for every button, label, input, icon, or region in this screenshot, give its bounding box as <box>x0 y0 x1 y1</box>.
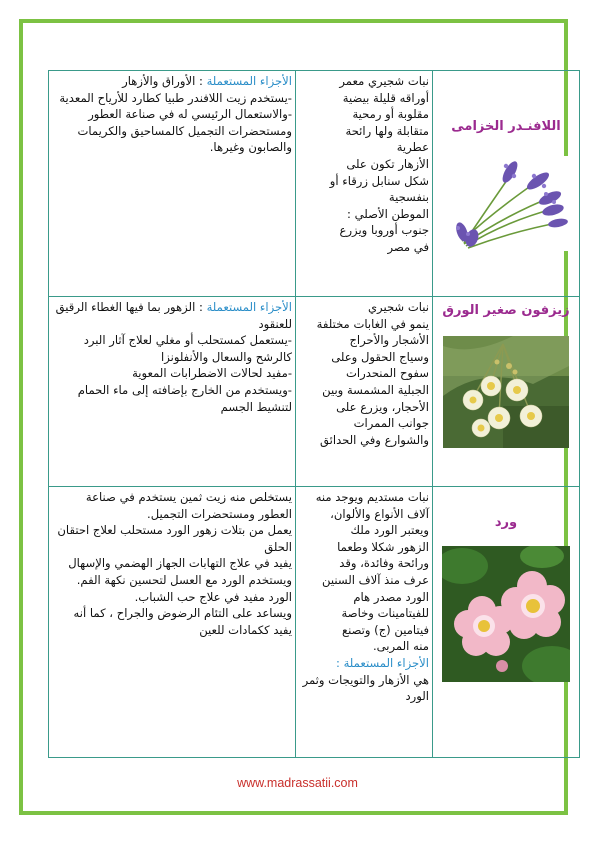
description-line: الجبلية المشمسة وبين <box>322 382 429 397</box>
description-line: وسياج الحقول وعلى <box>331 349 429 364</box>
description-line: متقابلة ولها رائحة <box>345 123 429 138</box>
description-line: فيتامين (ج) وتصنع <box>341 622 429 637</box>
plant-name: زيزفون صغير الورق <box>442 303 570 318</box>
description-line: للفيتامينات وخاصة <box>341 606 429 621</box>
plant-uses-cell <box>49 297 296 487</box>
wild-rose-photo <box>442 546 570 682</box>
description-line: جوانب الممرات <box>353 416 429 431</box>
description-line: الأشجار والأحراج <box>349 333 429 348</box>
plant-name: اللافنـدر الخزامى <box>451 119 561 134</box>
description-line: ينمو في الغابات مختلفة <box>316 316 429 331</box>
lavender-photo <box>444 156 569 251</box>
used-parts-value: : الأوراق والأزهار <box>122 74 207 88</box>
use-line: -ويستخدم من الخارج بإضافته إلى ماء الحمام لتنشيط الجسم <box>77 382 292 414</box>
plant-uses-cell <box>49 71 296 297</box>
used-parts-value: هي الأزهار والتويجات وثمر الورد <box>302 672 429 704</box>
plant-description <box>299 489 429 705</box>
linden-flower-photo <box>443 336 569 448</box>
description-line: بنفسجية <box>388 190 429 205</box>
table-row <box>49 487 580 758</box>
description-line: الأحجار، ويزرع على <box>336 399 429 414</box>
use-line: يستخلص منه زيت ثمين يستخدم في صناعة العطور ومستحضرات التجميل. <box>85 490 292 521</box>
plant-uses <box>52 73 292 156</box>
description-line: ويعتبر الورد ملك <box>350 523 429 538</box>
plant-uses <box>52 299 292 415</box>
used-parts-label: الأجزاء المستعملة <box>206 300 292 314</box>
description-line: آلاف الأنواع والألوان، <box>330 506 429 521</box>
footer-website[interactable]: www.madrassatii.com <box>237 776 358 790</box>
description-line: عرف منذ آلاف السنين <box>322 572 429 587</box>
used-parts <box>52 299 292 332</box>
description-line: أوراقه قليلة بيضية <box>342 90 429 105</box>
plant-description-cell <box>296 297 433 487</box>
description-line: عطرية <box>396 140 429 155</box>
description-line: ورائحة وفائدة، وقد <box>339 556 429 571</box>
table-row <box>49 71 580 297</box>
description-line: الزهور شكلا وطعما <box>337 539 429 554</box>
description-line: سفوح المنحدرات <box>346 366 429 381</box>
plants-table <box>48 70 580 758</box>
description-line: الموطن الأصلي : <box>347 206 429 221</box>
description-line: نبات شجيري <box>367 300 429 314</box>
plant-description-cell <box>296 71 433 297</box>
use-line: -والاستعمال الرئيسي له في صناعة العطور ومستحضرات التجميل كالمساحيق والكريمات والصابون وغيرها. <box>77 107 292 155</box>
use-line: ويستخدم الورد مع العسل لتحسين نكهة الفم. <box>76 572 292 587</box>
table-row <box>49 297 580 487</box>
used-parts-label: الأجزاء المستعملة <box>206 74 292 88</box>
description-line: نبات مستديم ويوجد منه <box>315 490 429 504</box>
plant-name-cell <box>433 297 580 487</box>
use-line: يعمل من بتلات زهور الورد مستحلب لعلاج احتقان الحلق <box>57 523 292 554</box>
plant-uses <box>52 489 292 638</box>
plant-name-cell <box>433 71 580 297</box>
plant-description <box>299 73 429 256</box>
description-line: في مصر <box>387 239 429 254</box>
plant-name: ورد <box>494 515 518 530</box>
used-parts-label: الأجزاء المستعملة : <box>336 655 429 670</box>
use-line: -يستعمل كمستحلب أو مغلي لعلاج آثار البرد كالرشح والسعال والأنفلونزا <box>83 333 292 364</box>
used-parts <box>52 73 292 90</box>
use-line: -مفيد لحالات الاضطرابات المعوية <box>132 366 292 381</box>
use-line: يفيد في علاج التهابات الجهاز الهضمي والإسهال <box>68 556 292 571</box>
description-line: جنوب أوروبا ويزرع <box>339 223 429 238</box>
description-line: الورد مصدر هام <box>353 589 429 604</box>
description-line: الأزهار تكون على <box>346 156 429 171</box>
description-line: والشوارع وفي الحدائق <box>319 432 429 447</box>
plant-uses-cell <box>49 487 296 758</box>
description-line: منه المربى. <box>372 639 429 654</box>
use-line: -يستخدم زيت اللافندر طبيا كطارد للأرياح المعدية <box>59 90 292 105</box>
description-line: مقلوبة أو رمحية <box>352 107 429 122</box>
description-line: نبات شجيري معمر <box>339 74 429 88</box>
used-parts-value: : الزهور بما فيها الغطاء الرقيق للعنقود <box>55 300 292 331</box>
use-line: ويساعد على التئام الرضوض والجراح ، كما أنه يفيد ككمادات للعين <box>73 606 292 637</box>
plant-name-cell <box>433 487 580 758</box>
plant-description <box>299 299 429 448</box>
description-line: شكل سنابل زرقاء أو <box>329 173 429 188</box>
plant-description-cell <box>296 487 433 758</box>
use-line: الورد مفيد في علاج حب الشباب. <box>134 589 292 604</box>
